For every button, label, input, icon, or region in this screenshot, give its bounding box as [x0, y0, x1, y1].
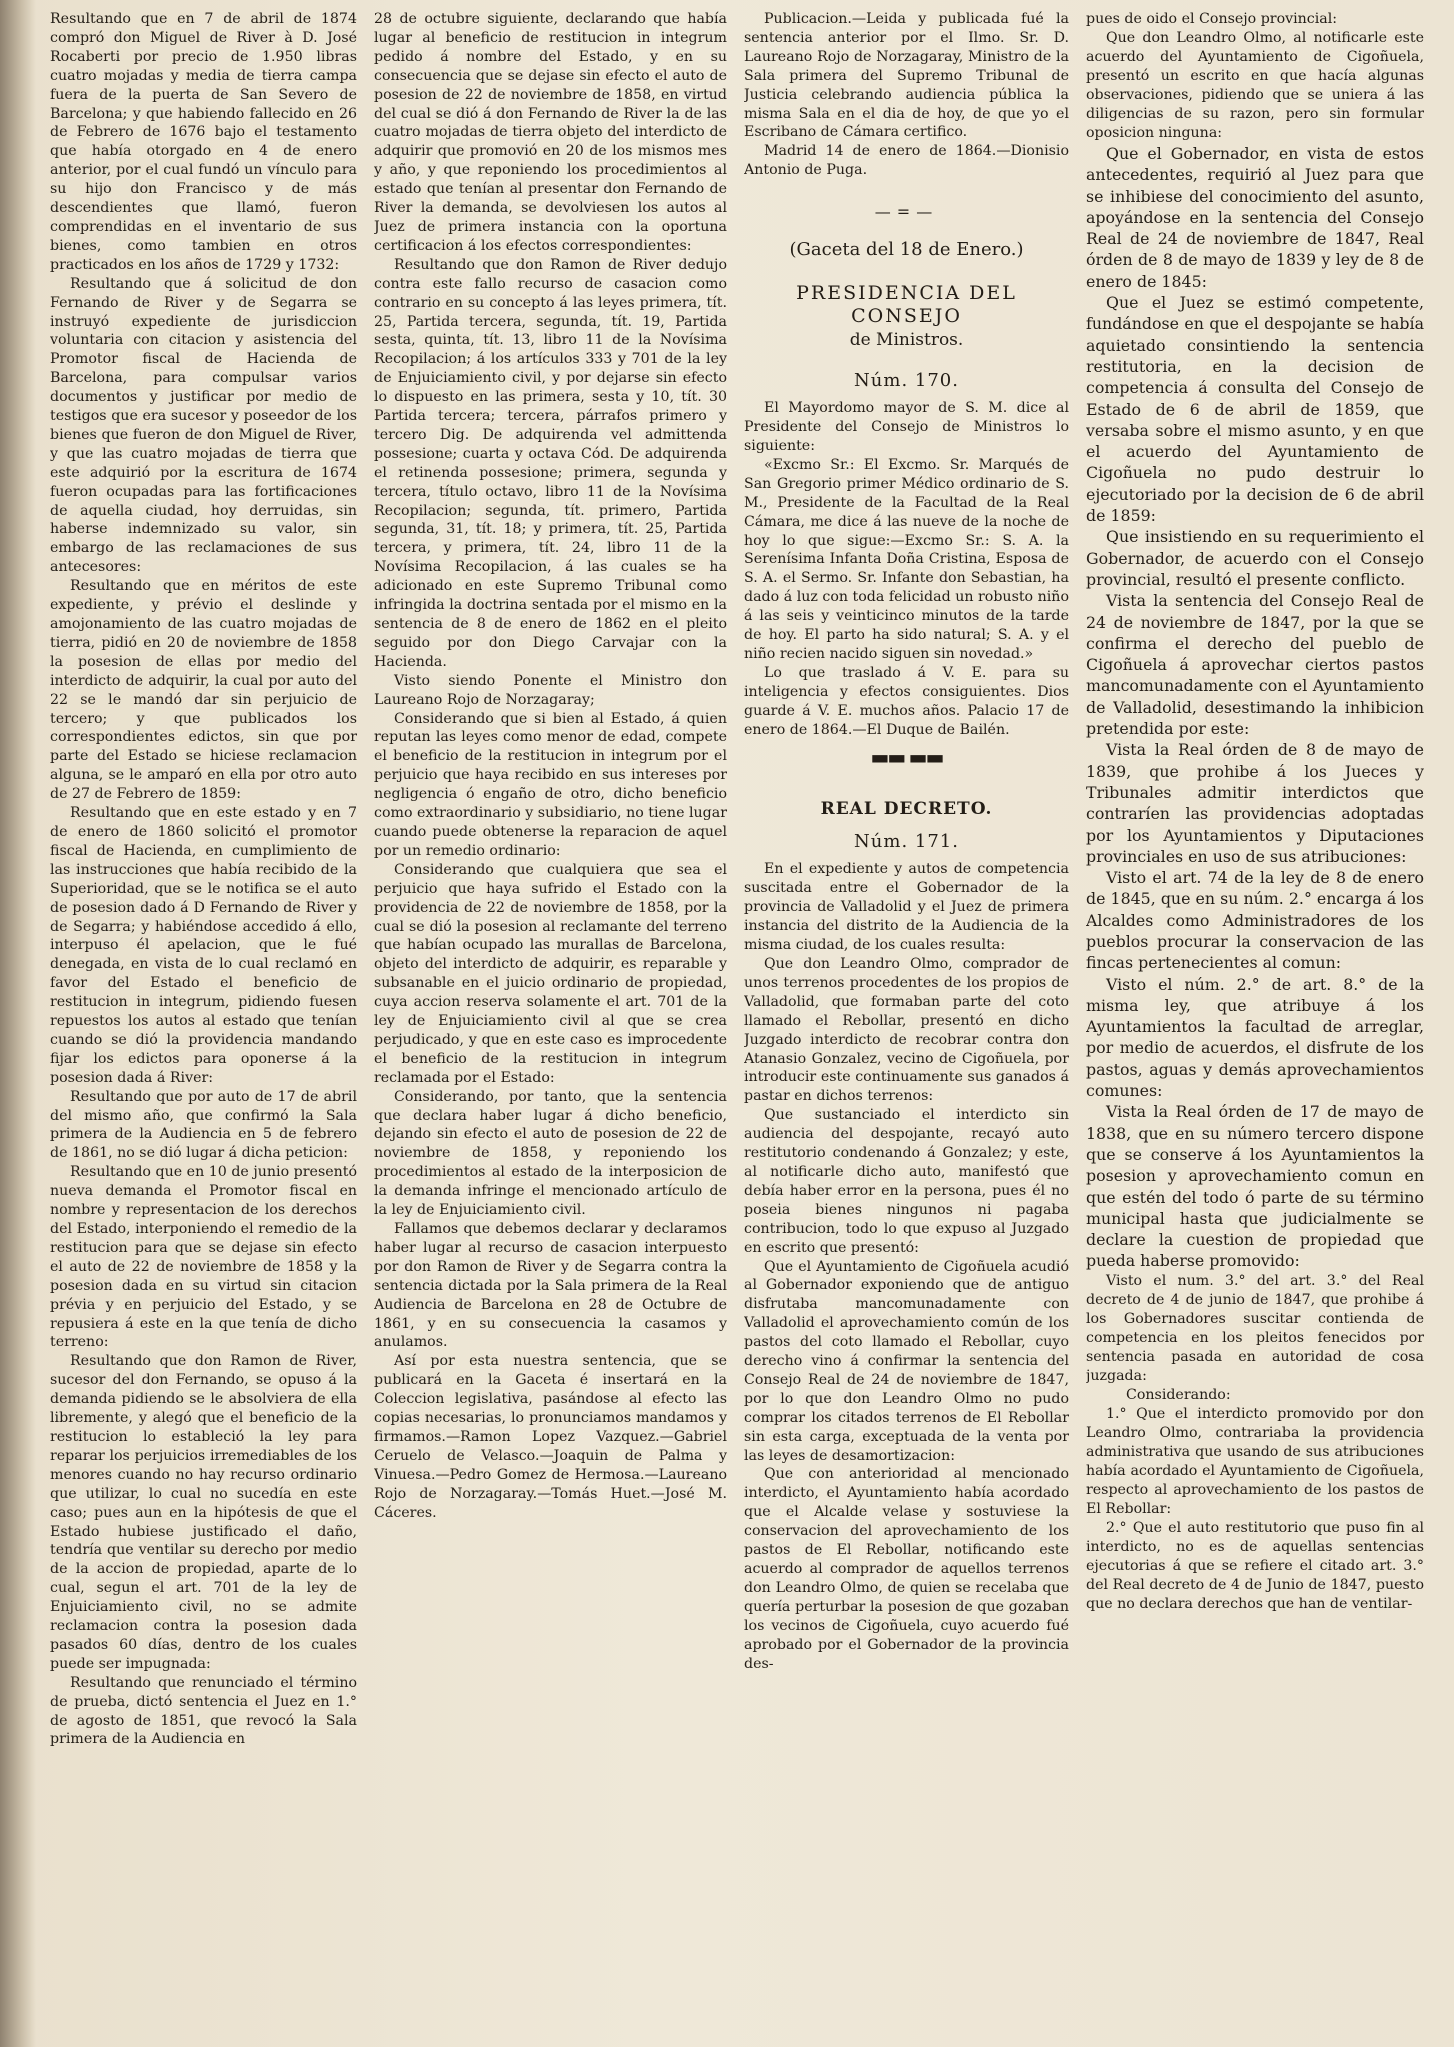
paragraph: Que don Leandro Olmo, comprador de unos terrenos procedentes de los propios de Valladolid, que formaban parte del coto llamado el Rebollar, presentó en dicho Juzgado interdicto de recobrar contra don Atanasio Gonzalez, vecino de Cigoñuela, por introducir este continuamente sus ganados á pastar en dichos terrenos: — [744, 956, 1069, 1105]
paragraph: Resultando que en 10 de junio presentó nueva demanda el Promotor fiscal en nombre y representacion de los derechos del Estado, interponiendo el remedio de la restitucion para que se dejase sin efecto el auto de 22 de noviembre de 1858 y la posesion dada en su virtud sin citacion prévia y en perjuicio del Estado, y se repusiera á este en la que tenía de dicho terreno: — [50, 1164, 357, 1351]
paragraph: Vista la Real órden de 17 de mayo de 1838, que en su número tercero dispone que se conserve á los Ayuntamientos la posesion y aprovechamiento comun en que estén del todo ó parte de su término municipal hasta que judicialmente se declare la cuestion de propiedad que pueda haberse promovido: — [1086, 1102, 1424, 1271]
paragraph: Resultando que en este estado y en 7 de enero de 1860 solicitó el promotor fiscal de Hacienda, en cumplimiento de las instrucciones que había recibido de la Superioridad, que se le notifica se el auto de posesion dado á D Fernando de River y de Segarra; y habiéndose accedido á ello, interpuso él apelacion, que le fué denegada, en vista de lo cual reclamó en favor del Estado el beneficio de restitucion in integrum, pidiendo fuesen repuestos los autos al estado que tenían cuando se dió la providencia mandando fijar los edictos para oponerse á la posesion dada á River: — [50, 805, 357, 1086]
paragraph: Que don Leandro Olmo, al notificarle este acuerdo del Ayuntamiento de Cigoñuela, presentó un escrito en que hacía algunas observaciones, pidiendo que se uniera á las diligencias de su razon, pero sin formular oposicion ninguna: — [1086, 30, 1424, 141]
paragraph: Lo que traslado á V. E. para su inteligencia y efectos consiguientes. Dios guarde á V. E. muchos años. Palacio 17 de enero de 1864.—El Duque de Bailén. — [744, 664, 1069, 738]
ornament-divider: ▬▬ ▬▬ — [870, 745, 943, 770]
paragraph: Que el Juez se estimó competente, fundándose en que el despojante se había aquietado consintiendo la sentencia restitutoria, en la decision de competencia á consulta del Consejo de Estado de 6 de abril de 1859, que versaba sobre el mismo asunto, y en que el acuerdo del Ayuntamiento de Cigoñuela no pudo destruir lo ejecutoriado por la decision de 6 de abril de 1859: — [1086, 293, 1424, 526]
gaceta-date: (Gaceta del 18 de Enero.) — [789, 239, 1024, 261]
paragraph: Que con anterioridad al mencionado interdicto, el Ayuntamiento había acordado que el Alcalde velase y sostuviese la conservacion del aprovechamiento de los pastos de El Rebollar, notificando este acuerdo al comprador de aquellos terrenos don Leandro Olmo, de quien se recelaba que quería perturbar la posesion de que gozaban los vecinos de Cigoñuela, cuyo acuerdo fué aprobado por el Gobernador de la provincia des- — [744, 1466, 1069, 1672]
paragraph: Fallamos que debemos declarar y declaramos haber lugar al recurso de casacion interpuesto por don Ramon de River y de Segarra contra la sentencia dictada por la Sala primera de la Real Audiencia de Barcelona en 28 de Octubre de 1861, y en su consecuencia la casamos y anulamos. — [374, 1221, 727, 1351]
section-subheading: de Ministros. — [849, 330, 964, 351]
paragraph: Resultando que don Ramon de River, sucesor del don Fernando, se opuso á la demanda pidiendo se le absolviera de ella libremente, y alegó que el beneficio de la restitucion lo estableció la ley para reparar los perjuicios irremediables de los menores cuando no hay recurso ordinario que utilizar, lo cual no sucedía en este caso; pues aun en la hipótesis de que el Estado hubiese justificado el daño, tendría que ventilar su derecho por medio de la accion de propiedad, aparte de lo cual, segun el art. 701 de la ley de Enjuiciamiento civil, no se admite reclamacion contra la posesion dada pasados 60 días, dentro de los cuales puede ser impugnada: — [50, 1353, 357, 1672]
paragraph: Que sustanciado el interdicto sin audiencia del despojante, recayó auto restitutorio condenando á Gonzalez; y este, al notificarle dicho auto, manifestó que debía haber error en la persona, pues él no poseia bienes ningunos ni pagaba contribucion, todo lo que expuso al Juzgado en escrito que presentó: — [744, 1107, 1069, 1256]
paragraph: 1.° Que el interdicto promovido por don Leandro Olmo, contrariaba la providencia administrativa que usando de sus atribuciones había acordado el Ayuntamiento de Cigoñuela, respecto al aprovechamiento de los pastos de El Rebollar: — [1086, 1405, 1424, 1517]
paragraph: «Excmo Sr.: El Excmo. Sr. Marqués de San Gregorio primer Médico ordinario de S. M., Presidente de la Facultad de la Real Cámara, me dice á las nueve de la noche de hoy lo que sigue:—Excmo Sr.: S. A. la Serenísima Infanta Doña Cristina, Esposa de S. A. el Sermo. Sr. Infante don Sebastian, ha dado á luz con toda felicidad un robusto niño á las seis y veinticinco minutos de la tarde de hoy. El parto ha sido natural; S. A. y el niño recien nacido siguen sin novedad.» — [744, 456, 1069, 662]
paragraph: Que el Gobernador, en vista de estos antecedentes, requirió al Juez para que se inhibiese del conocimiento del asunto, apoyándose en la sentencia del Consejo Real de 24 de noviembre de 1847, Real órden de 8 de mayo de 1839 y ley de 8 de enero de 1845: — [1086, 144, 1424, 291]
paragraph: Resultando que por auto de 17 de abril del mismo año, que confirmó la Sala primera de la Audiencia en 5 de febrero de 1861, no se dió lugar á dicha peticion: — [50, 1088, 357, 1162]
section-heading: PRESIDENCIA DEL CONSEJO — [796, 282, 1017, 328]
paragraph: Resultando que en méritos de este expediente, y prévio el deslinde y amojonamiento de las cuatro mojadas de tierra, pidió en 20 de noviembre de 1858 la posesion de ellas por medio del interdicto de adquirir, la cual por auto del 22 se le mandó dar sin perjuicio de tercero; y que publicados los correspondientes edictos, sin que por parte del Estado se hiciese reclamacion alguna, se le amparó en ella por otro auto de 27 de Febrero de 1859: — [50, 578, 357, 803]
item-number: Núm. 170. — [854, 370, 959, 392]
paragraph: 28 de octubre siguiente, declarando que había lugar al beneficio de restitucion in integrum pedido á nombre del Estado, y en su consecuencia que se dejase sin efecto el auto de posesion de 22 de noviembre de 1858, en virtud del cual se dió á don Fernando de River la de las cuatro mojadas de tierra objeto del interdicto de adquirir que promovió en 20 de los mismos mes y año, y que reponiendo los procedimientos al estado que tenían al presentar don Fernando de River la demanda, se devolviesen los autos al Juez de primera instancia con la oportuna certificacion á los efectos correspondientes: — [374, 11, 727, 254]
paragraph: Considerando: — [1126, 1386, 1231, 1403]
text-columns — [50, 10, 1426, 2034]
paragraph: En el expediente y autos de competencia suscitada entre el Gobernador de la provincia de Valladolid y el Juez de primera instancia del distrito de la Audiencia de la misma ciudad, de los cuales resulta: — [744, 861, 1069, 954]
paragraph: Resultando que renunciado el término de prueba, dictó sentencia el Juez en 1.° de agosto de 1851, que revocó la Sala primera de la Audiencia en — [50, 1674, 357, 1748]
column-1 — [50, 10, 357, 2034]
paragraph: Vista la Real órden de 8 de mayo de 1839, que prohibe á los Jueces y Tribunales admitir interdictos que contraríen las providencias adoptadas por los Ayuntamientos y Diputaciones provinciales en uso de sus atribuciones: — [1086, 740, 1424, 866]
paragraph: 2.° Que el auto restitutorio que puso fin al interdicto, no es de aquellas sentencias ejecutorias á que se refiere el citado art. 3.° del Real decreto de 4 de Junio de 1847, puesto que no declara derechos que han de ventilar- — [1086, 1519, 1424, 1612]
paragraph: Vista la sentencia del Consejo Real de 24 de noviembre de 1847, por la que se confirma el derecho del pueblo de Cigoñuela á aprovechar ciertos pastos mancomunadamente con el Ayuntamiento de Valladolid, desestimando la inhibicion pretendida por este: — [1086, 591, 1424, 739]
paragraph: Visto el num. 3.° del art. 3.° del Real decreto de 4 de junio de 1847, que prohibe á los Gobernadores suscitar contienda de competencia en los pleitos fenecidos por sentencia pasada en autoridad de cosa juzgada: — [1086, 1272, 1424, 1384]
signature-line: Madrid 14 de enero de 1864.—Dionisio Antonio de Puga. — [744, 143, 1069, 179]
paragraph: Considerando que cualquiera que sea el perjuicio que haya sufrido el Estado con la providencia de 22 de noviembre de 1858, por la cual se dió la posesion al reclamante del terreno que habían ocupado las murallas de Barcelona, objeto del interdicto de adquirir, es reparable y subsanable en el juicio ordinario de propiedad, cuya accion reserva solamente el art. 701 de la ley de Enjuiciamiento civil al que se crea perjudicado, y que en este caso es improcedente el beneficio de la restitucion in integrum reclamada por el Estado: — [374, 861, 727, 1086]
item-number: Núm. 171. — [854, 831, 959, 853]
section-rule: —=— — [874, 202, 939, 222]
paragraph: Visto el núm. 2.° de art. 8.° de la misma ley, que atribuye á los Ayuntamientos la facultad de arreglar, por medio de acuerdos, el disfrute de los pastos, aguas y demás aprovechamientos comunes: — [1086, 974, 1424, 1101]
column-4 — [1086, 10, 1424, 2034]
column-2 — [374, 10, 727, 2034]
paragraph: Así por esta nuestra sentencia, que se publicará en la Gaceta é insertará en la Coleccion legislativa, pasándose al efecto las copias necesarias, lo pronunciamos mandamos y firmamos.—Ramon Lopez Vazquez.—Gabriel Ceruelo de Velasco.—Joaquin de Palma y Vinuesa.—Pedro Gomez de Hermosa.—Laureano Rojo de Norzagaray.—Tomás Huet.—José M. Cáceres. — [374, 1353, 727, 1521]
column-3 — [744, 10, 1069, 2034]
paragraph: Considerando que si bien al Estado, á quien reputan las leyes como menor de edad, compete el beneficio de la restitucion in integrum por el perjuicio que haya recibido en sus intereses por negligencia ó engaño de otro, dicho beneficio como extraordinario y subsidiario, no tiene lugar cuando puede obtenerse la reparacion de aquel por un remedio ordinario: — [374, 710, 727, 859]
paragraph: Que el Ayuntamiento de Cigoñuela acudió al Gobernador exponiendo que de antiguo disfrutaba mancomunadamente con Valladolid el aprovechamiento común de los pastos del coto llamado el Rebollar, cuyo derecho vino á confirmar la sentencia del Consejo Real de 24 de noviembre de 1847, por lo que don Leandro Olmo no pudo comprar los citados terrenos de El Rebollar sin esta carga, exceptuada de la venta por las leyes de desamortizacion: — [744, 1258, 1069, 1464]
paragraph: El Mayordomo mayor de S. M. dice al Presidente del Consejo de Ministros lo siguiente: — [744, 400, 1069, 454]
paragraph: Visto el art. 74 de la ley de 8 de enero de 1845, que en su núm. 2.° encarga á los Alcaldes como Administradores de los pueblos procurar la conservacion de las fincas pertenecientes al comun: — [1086, 868, 1424, 973]
paragraph: Resultando que á solicitud de don Fernando de River y de Segarra se instruyó expediente de jurisdiccion voluntaria con citacion y asistencia del Promotor fiscal de Hacienda de Barcelona, para compulsar varios documentos y justificar por medio de testigos que era sucesor y poseedor de los bienes que fueron de don Miguel de River, y que las cuatro mojadas de tierra que este adquirió por la escritura de 1674 fueron ocupadas para las fortificaciones de aquella ciudad, hoy derruidas, sin haberse indemnizado su valor, sin embargo de las reclamaciones de sus antecesores: — [50, 275, 357, 576]
paragraph: Resultando que en 7 de abril de 1874 compró don Miguel de River à D. José Rocaberti por precio de 1.950 libras cuatro mojadas y media de tierra campa fuera de la puerta de San Severo de Barcelona; y que habiendo fallecido en 26 de Febrero de 1676 bajo el testamento que había otorgado en 4 de enero anterior, por el cual fundó un vínculo para su hijo don Francisco y de más descendientes que llamó, fueron comprendidas en el inventario de sus bienes, como tambien en otros practicados en los años de 1729 y 1732: — [50, 11, 357, 273]
paragraph: Que insistiendo en su requerimiento el Gobernador, de acuerdo con el Consejo provincial, resultó el presente conflicto. — [1086, 527, 1424, 589]
paragraph: Considerando, por tanto, que la sentencia que declara haber lugar á dicho beneficio, dejando sin efecto el auto de posesion de 22 de noviembre de 1858, y reponiendo los procedimientos al estado de la interposicion de la demanda infringe el mencionado artículo de la ley de Enjuiciamiento civil. — [374, 1088, 727, 1219]
paragraph: Visto siendo Ponente el Ministro don Laureano Rojo de Norzagaray; — [374, 672, 727, 708]
paragraph: Resultando que don Ramon de River dedujo contra este fallo recurso de casacion como contrario en su concepto á las leyes primera, tít. 25, Partida tercera, segunda, tít. 19, Partida sesta, quinta, tít. 13, libro 11 de la Novísima Recopilacion; á los artículos 333 y 701 de la ley de Enjuiciamiento civil, y por dejarse sin efecto lo dispuesto en las primera, sesta y 10, tít. 30 Partida tercera; tercera, párrafos primero y tercero Dig. De adquirenda vel admittenda possesione; cuarta y octava Cód. De adquirenda el retinenda possesione; primera, segunda y tercera, título octavo, libro 11 de la Novísima Recopilacion; segunda, tít. primero, Partida segunda, 31, tít. 18; y primera, tít. 25, Partida tercera, y primera, tít. 24, libro 11 de la Novísima Recopilacion, á las cuales se ha adicionado en este Supremo Tribunal como infringida la doctrina sentada por el mismo en la sentencia de 8 de enero de 1862 en el pleito seguido por don Diego Carvajar con la Hacienda. — [374, 256, 727, 670]
paragraph: Publicacion.—Leida y publicada fué la sentencia anterior por el Ilmo. Sr. D. Laureano Rojo de Norzagaray, Ministro de la Sala primera del Supremo Tribunal de Justicia celebrando audiencia pública la misma Sala en el dia de hoy, de que yo el Escribano de Cámara certifico. — [744, 11, 1069, 141]
paragraph: pues de oido el Consejo provincial: — [1086, 11, 1338, 27]
section-heading: REAL DECRETO. — [820, 799, 993, 820]
